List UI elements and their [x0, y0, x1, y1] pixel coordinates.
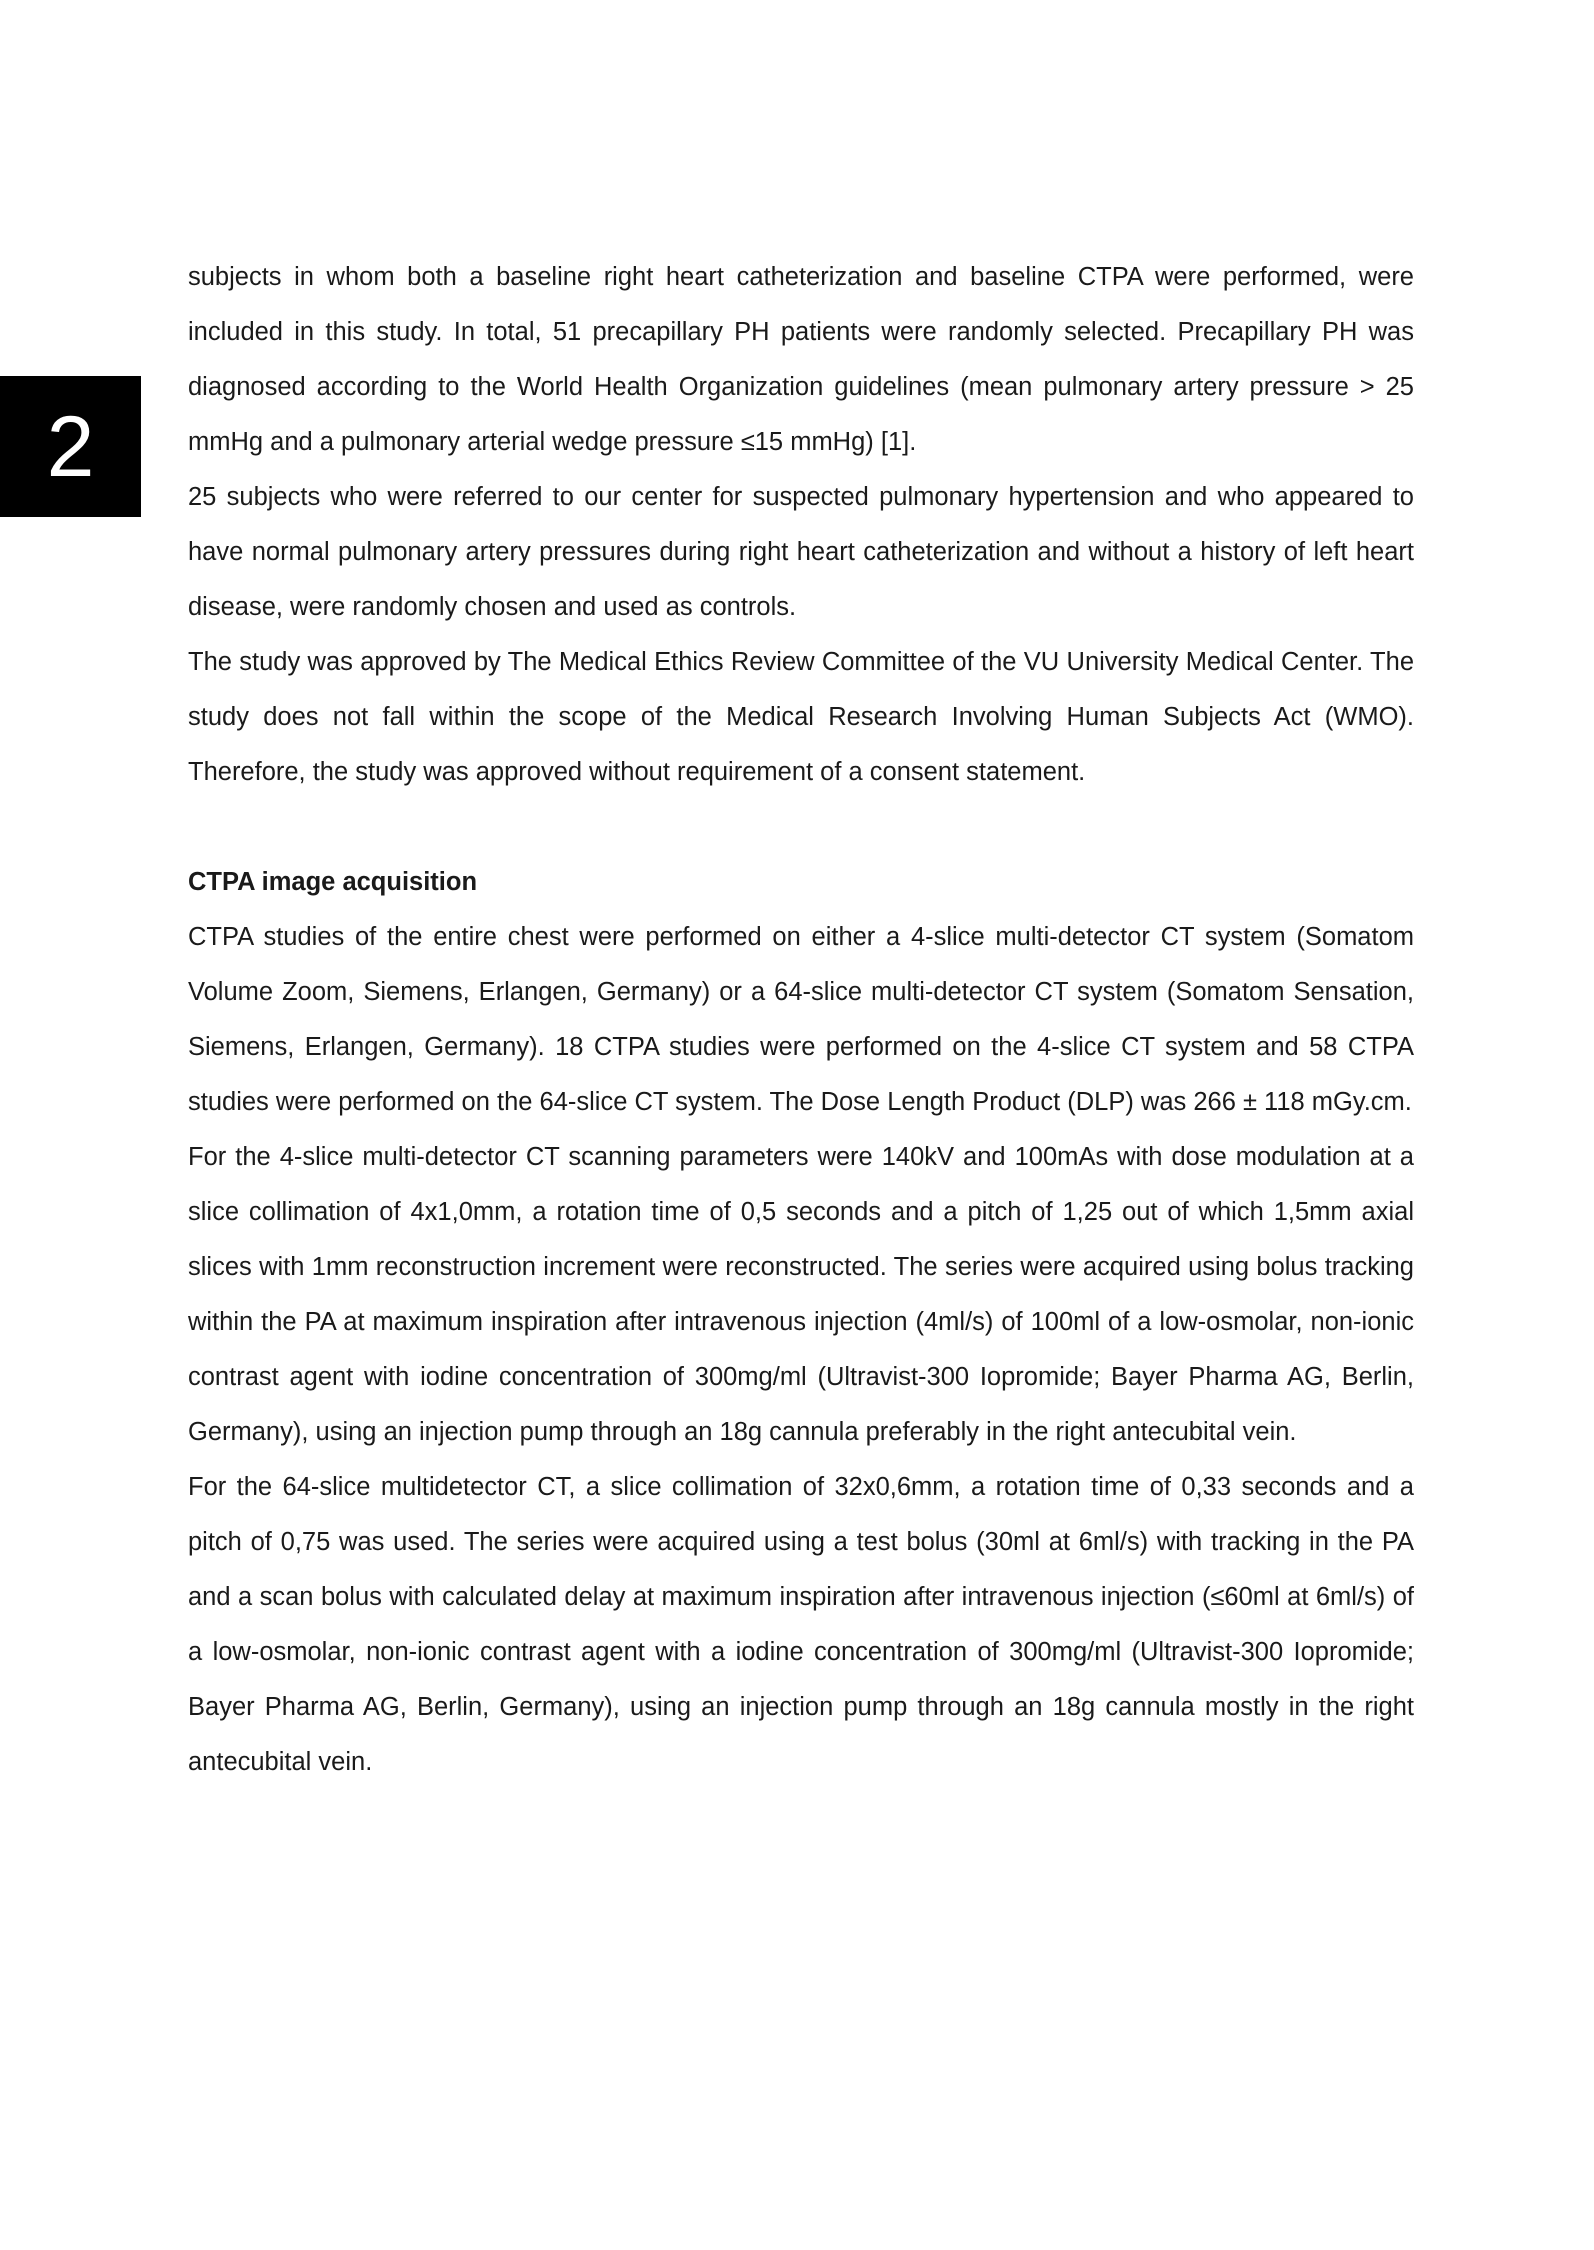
paragraph-controls: 25 subjects who were referred to our center for suspected pulmonary hypertension and who appeared to have normal pulmonary artery pressures during right heart catheterization and without a history of left heart disease, were randomly chosen and used as controls.	[188, 483, 1414, 621]
section-heading: CTPA image acquisition	[188, 868, 478, 896]
paragraph-ethics: The study was approved by The Medical Ethics Review Committee of the VU University Medical Center. The study does not fall within the scope of the Medical Research Involving Human Subjects Act (WMO). Therefore, the study was approved without requirement of a consent statement.	[188, 648, 1414, 786]
paragraph-ct-systems: CTPA studies of the entire chest were performed on either a 4-slice multi-detector CT system (Somatom Volume Zoom, Siemens, Erlangen, Germany) or a 64-slice multi-detector CT system (Somatom Sensation, Siemens, Erlangen, Germany). 18 CTPA studies were performed on the 4-slice CT system and 58 CTPA studies were performed on the 64-slice CT system. The Dose Length Product (DLP) was 266 ± 118 mGy.cm.	[188, 923, 1414, 1116]
paragraph-study-population: subjects in whom both a baseline right heart catheterization and baseline CTPA were performed, were included in this study. In total, 51 precapillary PH patients were randomly selected. Precapillary PH was diagnosed according to the World Health Organization guidelines (mean pulmonary artery pressure > 25 mmHg and a pulmonary arterial wedge pressure ≤15 mmHg) [1].	[188, 263, 1414, 456]
paragraph-4-slice-parameters: For the 4-slice multi-detector CT scanning parameters were 140kV and 100mAs with dose modulation at a slice collimation of 4x1,0mm, a rotation time of 0,5 seconds and a pitch of 1,25 out of which 1,5mm axial slices with 1mm reconstruction increment were reconstructed. The series were acquired using bolus tracking within the PA at maximum inspiration after intravenous injection (4ml/s) of 100ml of a low-osmolar, non-ionic contrast agent with iodine concentration of 300mg/ml (Ultravist-300 Iopromide; Bayer Pharma AG, Berlin, Germany), using an injection pump through an 18g cannula preferably in the right antecubital vein.	[188, 1143, 1414, 1446]
body-text	[188, 250, 1414, 1790]
paragraph-64-slice-parameters: For the 64-slice multidetector CT, a slice collimation of 32x0,6mm, a rotation time of 0,33 seconds and a pitch of 0,75 was used. The series were acquired using a test bolus (30ml at 6ml/s) with tracking in the PA and a scan bolus with calculated delay at maximum inspiration after intravenous injection (≤60ml at 6ml/s) of a low-osmolar, non-ionic contrast agent with a iodine concentration of 300mg/ml (Ultravist-300 Iopromide; Bayer Pharma AG, Berlin, Germany), using an injection pump through an 18g cannula mostly in the right antecubital vein.	[188, 1473, 1414, 1776]
chapter-number-tab: 2	[0, 376, 141, 517]
